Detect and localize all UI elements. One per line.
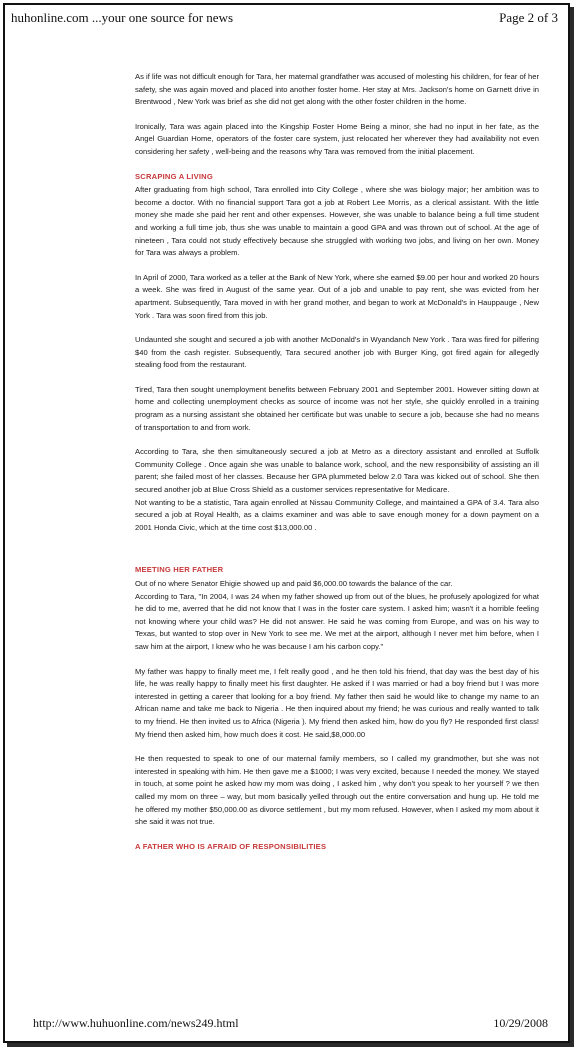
section-heading-meeting-her-father: MEETING HER FATHER	[135, 565, 224, 575]
paragraph: As if life was not difficult enough for Tara, her maternal grandfather was accused of molesting his children, for fear of her safety, she was again moved and placed into another foster home. Her stay at Mrs. Jackson's home on Garnett drive in Brentwood , New York was brief as she did not get along with the other foster children in the home.	[135, 72, 539, 107]
section-heading-scraping-a-living: SCRAPING A LIVING	[135, 171, 213, 181]
print-date: 10/29/2008	[493, 1016, 548, 1030]
paragraph: Out of no where Senator Ehigie showed up and paid $6,000.00 towards the balance of the car.	[135, 579, 453, 588]
paragraph: He then requested to speak to one of our maternal family members, so I called my grandmother, but she was not interested in speaking with him. He then gave me a $1000; I was very excited, because I needed the money. We stayed in touch, at some point he asked how my mom was doing , I asked him , why don't you speak to her yourself ? we then called my mom on three – way, but mom basically yelled through out the entire conversation and hung up. He told me he offered my mother $50,000.00 as divorce settlement , but my mom refused. However, when I asked my mom about it she said it was not true.	[135, 754, 539, 827]
page-frame	[3, 3, 570, 1043]
paragraph: My father was happy to finally meet me, I felt really good , and he then told his friend, that day was the best day of his life, he was really happy to finally meet his first daughter. He asked if I was married or had a boy friend but I was more interested in getting a career that looking for a boy friend. My father then said he would like to change my name to an African name and take me back to Nigeria . He then inquired about my friend; he was curious and really wanted to talk to my friend. He then invited us to Africa (Nigeria ). My friend then asked him, how do you fly? He responded first class! My friend then asked him, how much does it cost. He said,$8,000.00	[135, 666, 539, 739]
site-header: huhonline.com ...your one source for news	[11, 10, 234, 25]
page-number: Page 2 of 3	[499, 10, 558, 25]
paragraph: Ironically, Tara was again placed into the Kingship Foster Home Being a minor, she had no input in her fate, as the Angel Guardian Home, operators of the foster care system, just relocated her wherever they had availability not even considering her safety , well-being and the reasons why Tara was removed from the initial placement.	[135, 121, 539, 156]
page-url: http://www.huhuonline.com/news249.html	[33, 1016, 239, 1030]
paragraph: After graduating from high school, Tara enrolled into City College , where she was biology major; her ambition was to become a doctor. With no financial support Tara got a job at Robert Lee Morris, as a clerical assistant. With the little money she made she paid her rent and other expenses. However, she was unable to balance being a full time student and working a full time job, thus she was unable to maintain a good GPA and was thrown out of school. At the age of nineteen , Tara could not study effectively because she struggled with working two jobs, and living on her own. Money for Tara was always a problem.	[135, 185, 539, 258]
paragraph: Not wanting to be a statistic, Tara again enrolled at Nissau Community College, and maintained a GPA of 3.4. Tara also secured a job at Royal Health, as a claims examiner and was able to save enough money for a down payment on a 2001 Honda Civic, which at the time cost $13,000.00 .	[135, 497, 539, 532]
paragraph: According to Tara, she then simultaneously secured a job at Metro as a directory assistant and enrolled at Suffolk Community College . Once again she was unable to balance work, school, and the new responsibility of assisting an ill parent; she failed most of her classes. Because her GPA plummeted below 2.0 Tara was kicked out of school. She then secured another job at Blue Cross Shield as a customer services representative for Medicare.	[135, 447, 539, 495]
paragraph: In April of 2000, Tara worked as a teller at the Bank of New York, where she earned $9.00 per hour and worked 20 hours a week. She was fired in August of the same year. Out of a job and unable to pay rent, she was evicted from her apartment. Subsequently, Tara moved in with her grand mother, and began to work at McDonald's in Hauppauge , New York . Tara was soon fired from this job.	[135, 272, 539, 320]
article-body	[135, 71, 539, 854]
paragraph: Tired, Tara then sought unemployment benefits between February 2001 and September 2001. However sitting down at home and collecting unemployment checks as source of income was not her style, she quickly enrolled in a training program as a nursing assistant she obtained her certificate but was unable to secure a job, because she had no means of transportation to and from work.	[135, 384, 539, 432]
paragraph: Undaunted she sought and secured a job with another McDonald's in Wyandanch New York . Tara was fired for pilfering $40 from the cash register. Subsequently, Tara secured another job with Burger King, got fired again for allegedly stealing food from the restaurant.	[135, 335, 539, 370]
section-heading-a-father-who-is-afraid: A FATHER WHO IS AFRAID OF RESPONSIBILITIES	[135, 841, 327, 851]
paragraph: According to Tara, "In 2004, I was 24 when my father showed up from out of the blues, he profusely apologized for what he did to me, averred that he did not know that I was in the foster care system. I asked him; wasn't it a horrible feeling not knowing where your child was? He did not answer. He said he was coming from Europe, and was on his way to Texas, but wanted to stop over in New York to see me. We met at the airport, although I never met him before, when I saw him at the airport, I knew who he was because I am his carbon copy."	[135, 591, 539, 651]
